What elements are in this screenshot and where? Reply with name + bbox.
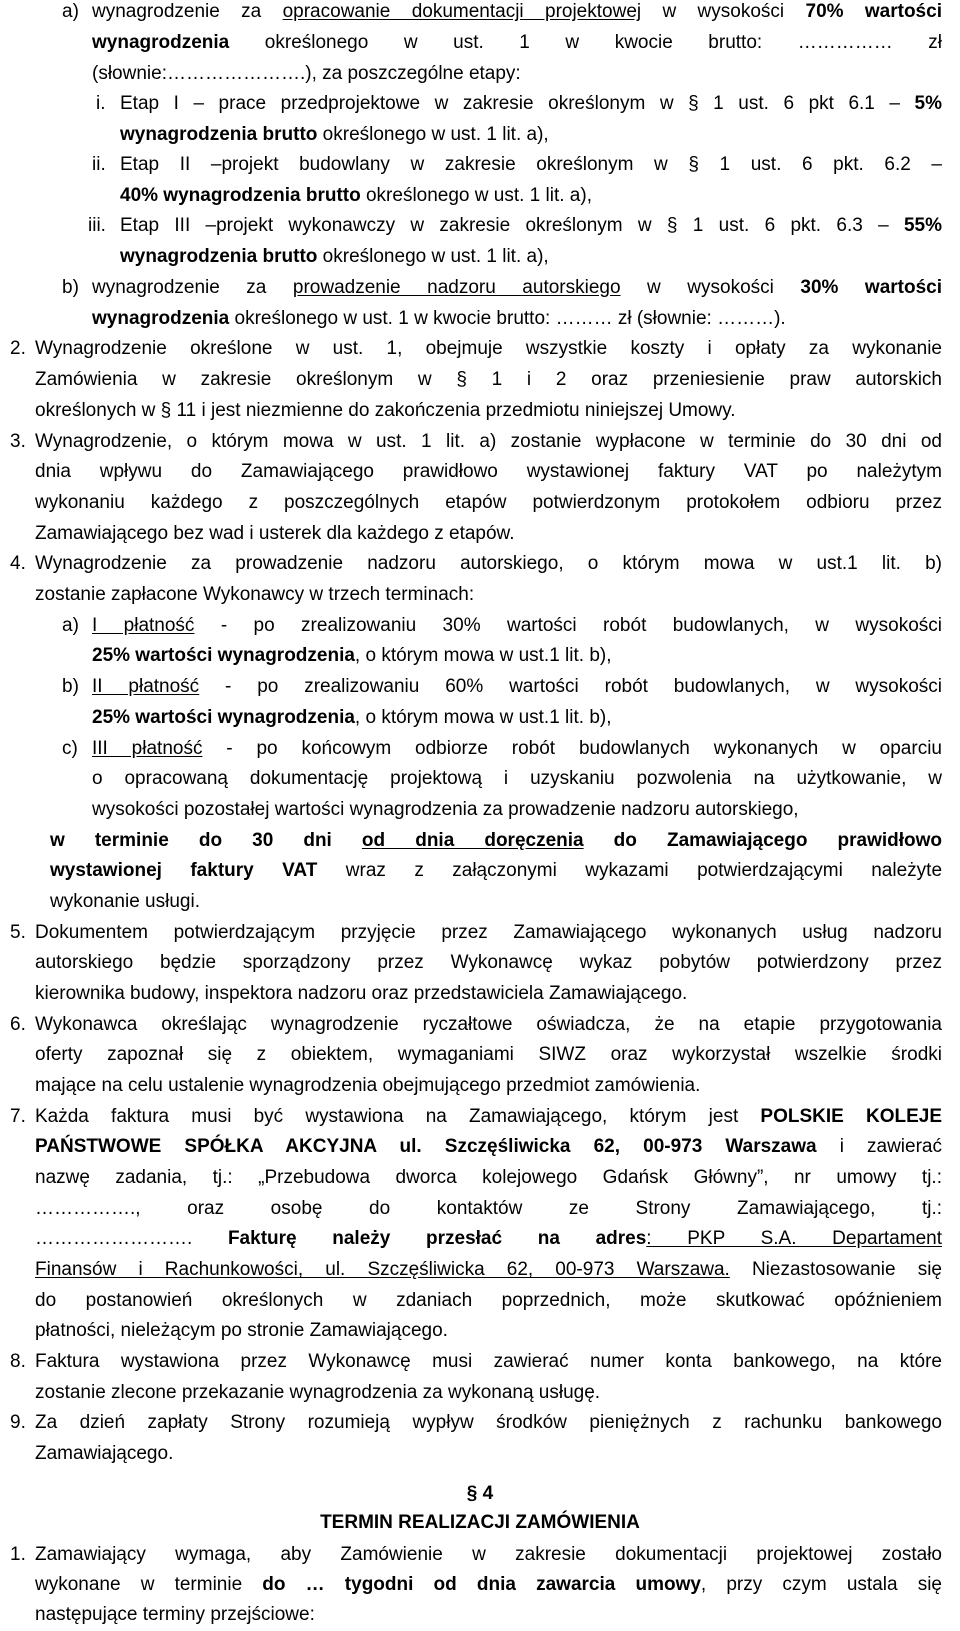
stage-iii-label: iii. [88,215,106,236]
para-3-line-2: dnia wpływu do Zamawiającego prawidłowo wystawionej faktury VAT po należytym [35,461,942,482]
para-4-line-2: zostanie zapłacone Wykonawcy w trzech terminach: [35,584,475,605]
item-a-label: a) [62,1,79,22]
stage-iii-line-2: wynagrodzenia brutto określonego w ust. 1 lit. a), [120,246,549,267]
stage-iii-line-1: Etap III –projekt wykonawczy w zakresie określonym w § 1 ust. 6 pkt. 6.3 – 55% [120,215,942,236]
para-7-line-8: płatności, nieleżącym po stronie Zamawiającego. [35,1320,448,1341]
stage-i-line-1: Etap I – prace przedprojektowe w zakresie określonym w § 1 ust. 6 pkt 6.1 – 5% [120,93,942,114]
stage-ii-line-2: 40% wynagrodzenia brutto określonego w ust. 1 lit. a), [120,185,592,206]
para-7-line-6: Finansów i Rachunkowości, ul. Szczęśliwicka 62, 00-973 Warszawa. Niezastosowanie się [35,1259,942,1280]
para-5-line-2: autorskiego będzie sporządzony przez Wykonawcę wykaz pobytów potwierdzony przez [35,952,942,973]
payment-c-label: c) [62,738,78,759]
para-7-line-4: ……………., oraz osobę do kontaktów ze Strony Zamawiającego, tj.: [35,1198,942,1219]
para-7-line-3: nazwę zadania, tj.: „Przebudowa dworca kolejowego Gdańsk Główny”, nr umowy tj.: [35,1167,942,1188]
para-7-line-5: ……………………. Fakturę należy przesłać na adres: PKP S.A. Departament [35,1228,942,1249]
para-4-line-1: Wynagrodzenie za prowadzenie nadzoru autorskiego, o którym mowa w ust.1 lit. b) [35,553,942,574]
s4-para-1-line-2: wykonane w terminie do … tygodni od dnia zawarcia umowy, przy czym ustala się [35,1574,942,1595]
para-3-line-1: Wynagrodzenie, o którym mowa w ust. 1 lit. a) zostanie wypłacone w terminie do 30 dni od [35,431,942,452]
payment-a-label: a) [62,615,79,636]
payment-a-line-1: I płatność - po zrealizowaniu 30% wartości robót budowlanych, w wysokości [92,615,942,636]
para-9-number: 9. [10,1412,26,1433]
para-3-number: 3. [10,431,26,452]
para-2-number: 2. [10,338,26,359]
section-number: § 4 [466,1483,494,1504]
para-3-line-4: Zamawiającego bez wad i usterek dla każdego z etapów. [35,523,515,544]
payment-b-line-1: II płatność - po zrealizowaniu 60% wartości robót budowlanych, w wysokości [92,676,942,697]
item-b-line-2: wynagrodzenia określonego w ust. 1 w kwocie brutto: ……… zł (słownie: ………). [92,308,786,329]
author-supervision-term: prowadzenie nadzoru autorskiego [292,277,621,298]
para-3-line-3: wykonaniu każdego z poszczególnych etapów potwierdzonym protokołem odbioru przez [35,492,942,513]
item-a-line-3: (słownie:………………….), za poszczególne etapy: [92,63,521,84]
item-b-line-1: wynagrodzenie za prowadzenie nadzoru autorskiego w wysokości 30% wartości [92,277,942,298]
payment-term-line-3: wykonanie usługi. [50,891,200,912]
para-8-line-2: zostanie zlecone przekazanie wynagrodzenia za wykonaną usługę. [35,1382,601,1403]
payment-c-line-1: III płatność - po końcowym odbiorze robót budowlanych wykonanych w oparciu [92,738,942,759]
para-6-line-1: Wykonawca określając wynagrodzenie ryczałtowe oświadcza, że na etapie przygotowania [35,1014,942,1035]
s4-para-1-number: 1. [10,1544,26,1565]
design-documentation-term: opracowanie dokumentacji projektowej [282,1,642,22]
para-8-line-1: Faktura wystawiona przez Wykonawcę musi zawierać numer konta bankowego, na które [35,1351,942,1372]
s4-para-1-line-1: Zamawiający wymaga, aby Zamówienie w zakresie dokumentacji projektowej zostało [35,1544,942,1565]
payment-term-line-1: w terminie do 30 dni od dnia doręczenia do Zamawiającego prawidłowo [50,830,942,851]
para-9-line-1: Za dzień zapłaty Strony rozumieją wypływ środków pieniężnych z rachunku bankowego [35,1412,942,1433]
para-2-line-3: określonych w § 11 i jest niezmienne do zakończenia przedmiotu niniejszej Umowy. [35,400,736,421]
item-a-line-2: wynagrodzenia określonego w ust. 1 w kwocie brutto: …………… zł [92,32,942,53]
para-7-line-1: Każda faktura musi być wystawiona na Zamawiającego, którym jest POLSKIE KOLEJE [35,1106,942,1127]
stage-ii-label: ii. [92,154,106,175]
payment-b-label: b) [62,676,79,697]
payment-c-line-2: o opracowaną dokumentację projektową i uzyskaniu pozwolenia na użytkowanie, w [92,768,942,789]
para-7-line-2: PAŃSTWOWE SPÓŁKA AKCYJNA ul. Szczęśliwicka 62, 00-973 Warszawa i zawierać [35,1136,942,1157]
para-7-number: 7. [10,1106,26,1127]
para-2-line-2: Zamówienia w zakresie określonym w § 1 i 2 oraz przeniesienie praw autorskich [35,369,942,390]
payment-c-line-3: wysokości pozostałej wartości wynagrodzenia za prowadzenie nadzoru autorskiego, [92,799,799,820]
payment-b-line-2: 25% wartości wynagrodzenia, o którym mowa w ust.1 lit. b), [92,707,612,728]
para-5-line-3: kierownika budowy, inspektora nadzoru oraz przedstawiciela Zamawiającego. [35,983,688,1004]
payment-term-line-2: wystawionej faktury VAT wraz z załączonymi wykazami potwierdzającymi należyte [50,860,942,881]
para-6-line-2: oferty zapoznał się z obiektem, wymaganiami SIWZ oraz wykorzystał wszelkie środki [35,1044,942,1065]
section-title: TERMIN REALIZACJI ZAMÓWIENIA [320,1512,640,1533]
para-7-line-7: do postanowień określonych w zdaniach poprzednich, może skutkować opóźnieniem [35,1290,942,1311]
item-b-label: b) [62,277,79,298]
para-8-number: 8. [10,1351,26,1372]
para-6-number: 6. [10,1014,26,1035]
para-5-number: 5. [10,922,26,943]
para-4-number: 4. [10,553,26,574]
invoice-address: Finansów i Rachunkowości, ul. Szczęśliwicka 62, 00-973 Warszawa. [35,1259,730,1280]
payment-a-line-2: 25% wartości wynagrodzenia, o którym mowa w ust.1 lit. b), [92,645,612,666]
stage-i-label: i. [96,93,106,114]
para-9-line-2: Zamawiającego. [35,1443,174,1464]
stage-i-line-2: wynagrodzenia brutto określonego w ust. 1 lit. a), [120,124,549,145]
para-5-line-1: Dokumentem potwierdzającym przyjęcie przez Zamawiającego wykonanych usług nadzoru [35,922,942,943]
para-2-line-1: Wynagrodzenie określone w ust. 1, obejmuje wszystkie koszty i opłaty za wykonanie [35,338,942,359]
item-a-line-1: wynagrodzenie za opracowanie dokumentacji projektowej w wysokości 70% wartości [92,1,942,22]
stage-ii-line-1: Etap II –projekt budowlany w zakresie określonym w § 1 ust. 6 pkt. 6.2 – [120,154,942,175]
para-6-line-3: mające na celu ustalenie wynagrodzenia obejmującego przedmiot zamówienia. [35,1075,701,1096]
s4-para-1-line-3: następujące terminy przejściowe: [35,1604,315,1625]
